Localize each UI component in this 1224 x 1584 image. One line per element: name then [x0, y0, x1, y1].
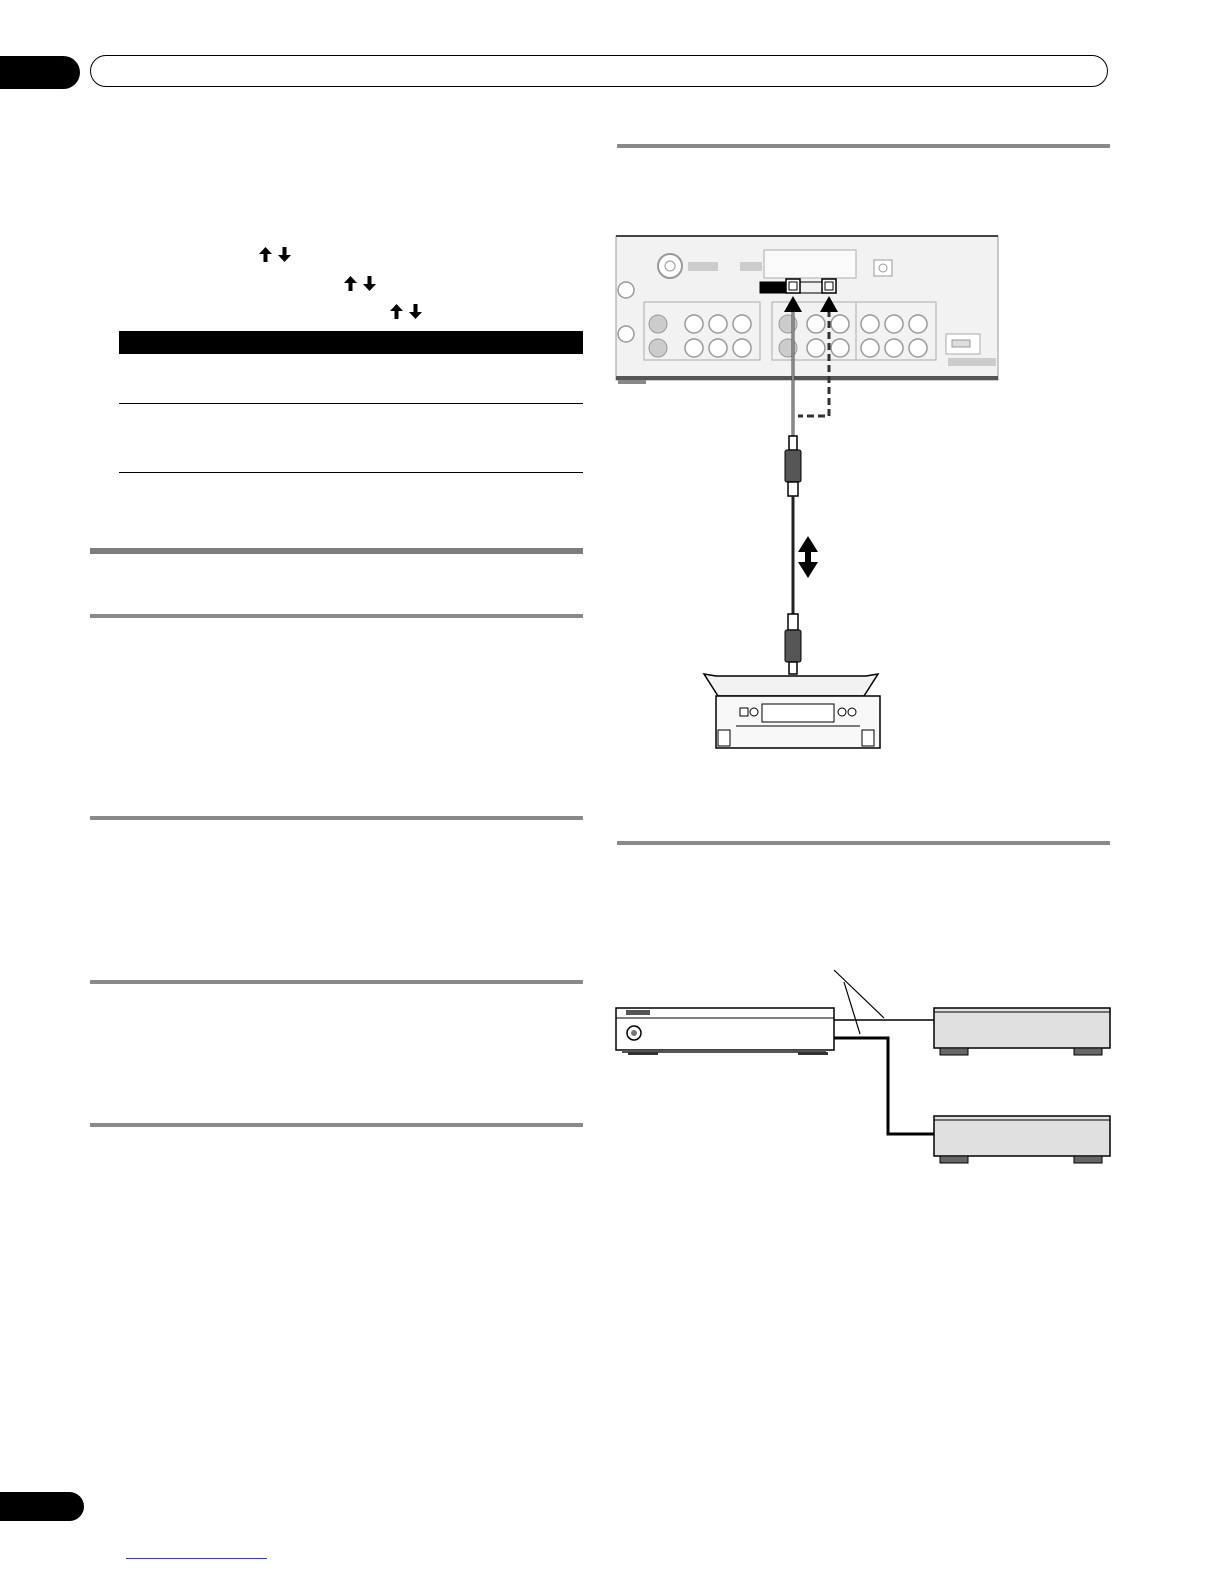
double-headed-arrow-icon: [798, 536, 818, 578]
brand-logo: [626, 1010, 650, 1015]
i-link-label: [760, 282, 786, 293]
subsection-heading-rule: [90, 816, 583, 820]
up-arrow-icon: [344, 276, 357, 291]
external-device-2: [934, 1116, 1110, 1163]
subsection-heading-rule: [90, 980, 583, 984]
footer-link-underline: [126, 1558, 267, 1559]
up-down-keys-step-2: [344, 275, 376, 291]
down-arrow-icon: [363, 276, 376, 291]
up-arrow-icon: [259, 247, 272, 262]
rear-panel-connection-diagram: [612, 230, 1004, 750]
up-down-keys-step-1: [259, 246, 291, 262]
subsection-heading-rule: [617, 841, 1110, 845]
subsection-heading-rule: [90, 614, 583, 618]
down-arrow-icon: [278, 247, 291, 262]
settings-table-row-divider: [119, 403, 583, 404]
cable-to-device-2: [834, 1038, 934, 1134]
page-number-tab: [0, 1492, 84, 1521]
external-device-1: [934, 1008, 1110, 1055]
header-title-bar: [90, 55, 1108, 87]
tv-rear-panel: [616, 236, 998, 384]
device-chain-connection-diagram: [612, 966, 1114, 1166]
chapter-tab: [0, 56, 80, 89]
up-down-keys-step-3: [390, 303, 422, 319]
subsection-heading-rule: [90, 1123, 583, 1127]
settings-table-bottom-rule: [119, 472, 583, 473]
recorder-device: [704, 674, 880, 748]
subsection-heading-rule: [617, 144, 1110, 148]
section-heading-rule: [90, 548, 583, 554]
main-unit: [616, 1008, 834, 1055]
up-arrow-icon: [390, 304, 403, 319]
down-arrow-icon: [409, 304, 422, 319]
settings-table-header: [119, 331, 583, 354]
